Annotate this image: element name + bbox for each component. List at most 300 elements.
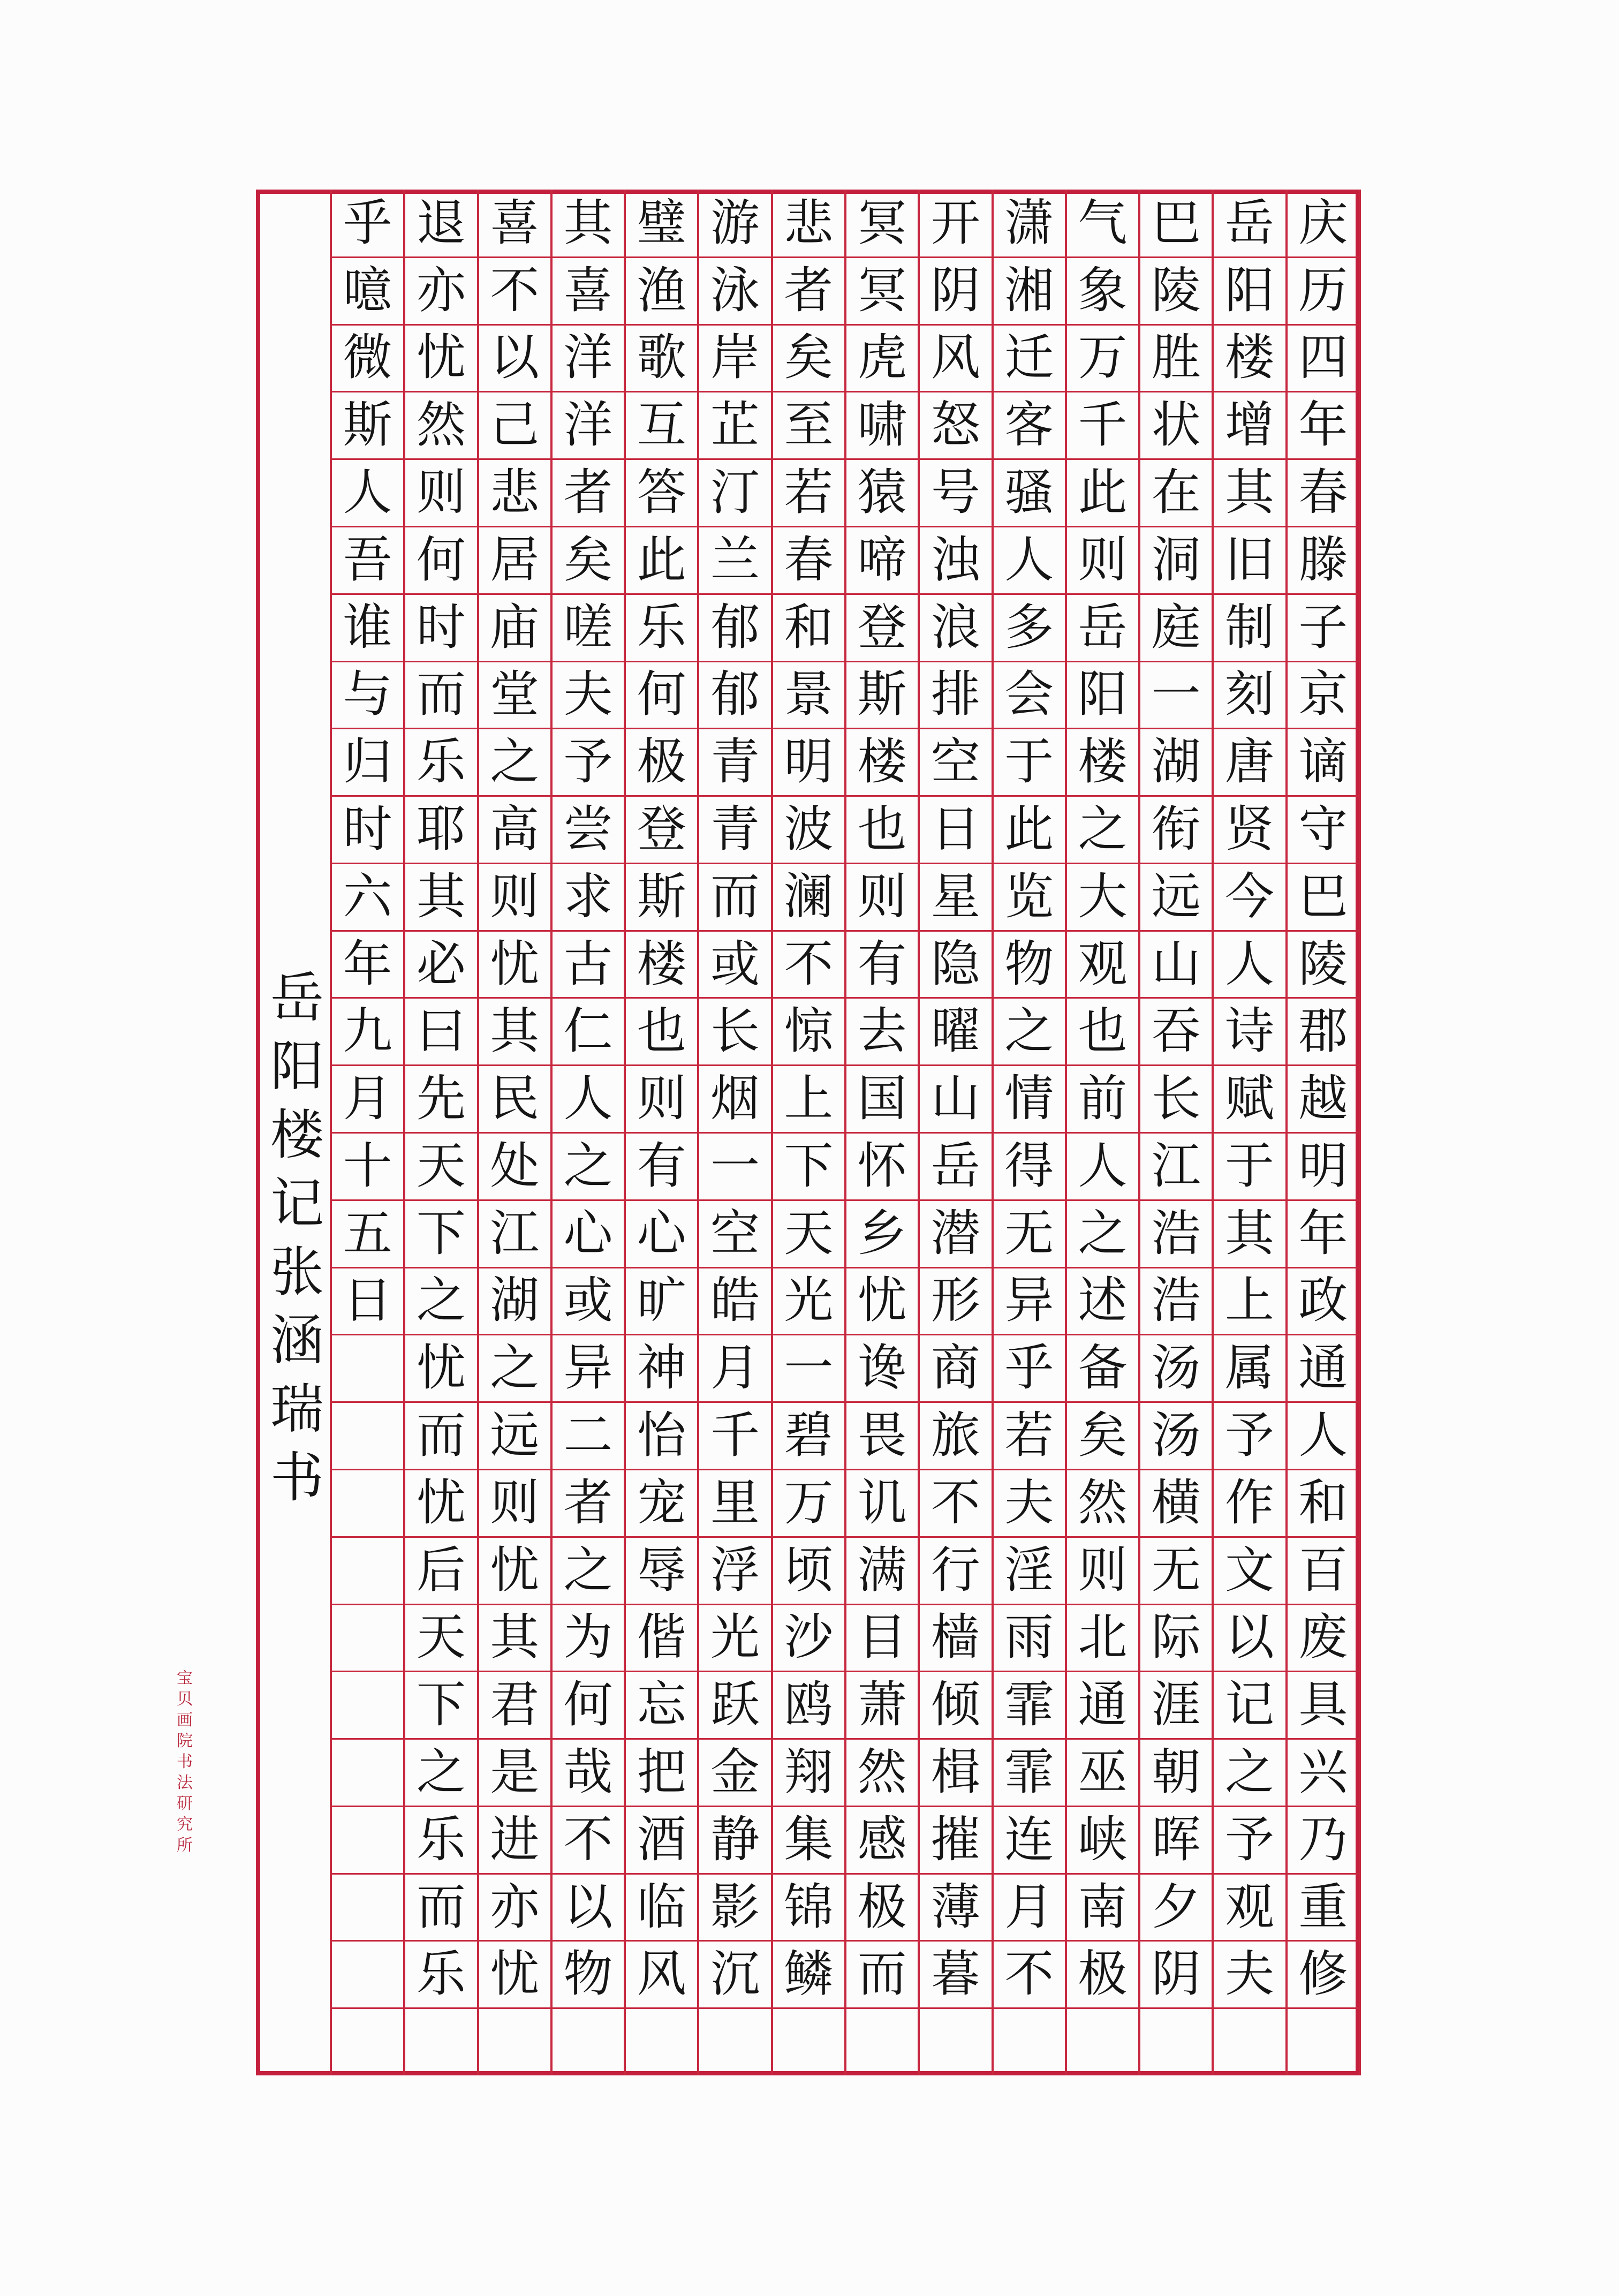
text-character: 春	[784, 531, 834, 588]
seal-character: 所	[177, 1836, 193, 1855]
grid-horizontal-line	[331, 526, 1360, 527]
text-character: 风	[637, 1945, 686, 2003]
text-character: 尝	[563, 800, 613, 858]
text-character: 政	[1298, 1272, 1348, 1330]
text-character: 骚	[1004, 464, 1054, 522]
text-character: 潜	[930, 1204, 980, 1262]
text-character: 重	[1298, 1878, 1348, 1936]
text-character: 忧	[490, 1541, 540, 1599]
text-character: 多	[1004, 598, 1054, 656]
text-character: 春	[1298, 464, 1348, 522]
text-character: 物	[563, 1945, 613, 2003]
grid-horizontal-line	[331, 1334, 1360, 1335]
text-character: 行	[930, 1541, 980, 1599]
text-character: 其	[490, 1608, 540, 1666]
text-character: 之	[1004, 1002, 1054, 1060]
text-character: 若	[784, 464, 834, 522]
grid-horizontal-line	[331, 1536, 1360, 1538]
text-character: 金	[710, 1743, 760, 1801]
text-character: 隐	[930, 935, 980, 993]
text-character: 不	[784, 935, 834, 993]
text-character: 十	[343, 1137, 392, 1195]
text-character: 观	[1225, 1878, 1275, 1936]
text-character: 岳	[930, 1137, 980, 1195]
text-character: 则	[416, 464, 466, 522]
text-character: 庆	[1298, 194, 1348, 252]
text-character: 备	[1078, 1339, 1128, 1397]
text-character: 锦	[784, 1878, 834, 1936]
text-character: 感	[857, 1810, 907, 1868]
text-character: 阳	[1225, 261, 1275, 319]
text-character: 则	[857, 867, 907, 925]
text-character: 偕	[637, 1608, 686, 1666]
text-character: 何	[637, 666, 686, 723]
text-character: 旷	[637, 1272, 686, 1330]
text-character: 时	[343, 800, 392, 858]
text-character: 滕	[1298, 531, 1348, 588]
text-character: 跃	[710, 1676, 760, 1734]
grid-horizontal-line	[331, 391, 1360, 392]
text-character: 废	[1298, 1608, 1348, 1666]
text-character: 月	[1004, 1878, 1054, 1936]
text-character: 仁	[563, 1002, 613, 1060]
text-character: 排	[930, 666, 980, 723]
text-character: 六	[343, 867, 392, 925]
text-character: 日	[343, 1272, 392, 1330]
text-character: 得	[1004, 1137, 1054, 1195]
signature-column	[268, 964, 327, 1512]
text-character: 述	[1078, 1272, 1128, 1330]
text-character: 答	[637, 464, 686, 522]
text-character: 或	[563, 1272, 613, 1330]
text-character: 己	[490, 396, 540, 454]
grid-horizontal-line	[331, 863, 1360, 864]
text-character: 高	[490, 800, 540, 858]
text-character: 楫	[930, 1743, 980, 1801]
text-character: 长	[710, 1002, 760, 1060]
text-character: 和	[1298, 1474, 1348, 1531]
text-character: 一	[784, 1339, 834, 1397]
text-character: 酒	[637, 1810, 686, 1868]
text-character: 于	[1004, 733, 1054, 791]
text-character: 畏	[857, 1407, 907, 1464]
signature-character: 记	[270, 1172, 324, 1235]
text-character: 制	[1225, 598, 1275, 656]
grid-horizontal-line	[331, 1199, 1360, 1201]
character-grid	[331, 190, 1360, 2075]
text-character: 心	[637, 1204, 686, 1262]
text-character: 然	[416, 396, 466, 454]
text-character: 吞	[1151, 1002, 1201, 1060]
text-character: 淫	[1004, 1541, 1054, 1599]
text-character: 则	[1078, 1541, 1128, 1599]
text-character: 则	[490, 867, 540, 925]
signature-character: 张	[270, 1241, 324, 1303]
text-character: 曜	[930, 1002, 980, 1060]
text-character: 属	[1225, 1339, 1275, 1397]
signature-character: 岳	[270, 966, 324, 1029]
text-character: 年	[1298, 396, 1348, 454]
text-character: 年	[1298, 1204, 1348, 1262]
text-character: 文	[1225, 1541, 1275, 1599]
grid-horizontal-line	[331, 256, 1360, 258]
text-character: 青	[710, 733, 760, 791]
text-character: 顷	[784, 1541, 834, 1599]
text-character: 歌	[637, 329, 686, 387]
text-character: 谁	[343, 598, 392, 656]
text-character: 处	[490, 1137, 540, 1195]
text-character: 状	[1151, 396, 1201, 454]
text-character: 不	[563, 1810, 613, 1868]
text-character: 喜	[490, 194, 540, 252]
text-character: 郁	[710, 598, 760, 656]
text-character: 而	[857, 1945, 907, 2003]
text-character: 古	[563, 935, 613, 993]
text-character: 互	[637, 396, 686, 454]
text-character: 啼	[857, 531, 907, 588]
text-character: 人	[1298, 1407, 1348, 1464]
text-character: 萧	[857, 1676, 907, 1734]
text-character: 啸	[857, 396, 907, 454]
text-character: 居	[490, 531, 540, 588]
text-character: 岳	[1225, 194, 1275, 252]
text-character: 湖	[490, 1272, 540, 1330]
text-character: 庙	[490, 598, 540, 656]
text-character: 星	[930, 867, 980, 925]
text-character: 民	[490, 1070, 540, 1128]
text-character: 之	[1078, 1204, 1128, 1262]
text-character: 以	[490, 329, 540, 387]
text-character: 斯	[857, 666, 907, 723]
text-character: 空	[710, 1204, 760, 1262]
text-character: 乐	[416, 1945, 466, 2003]
text-character: 冥	[857, 194, 907, 252]
text-character: 象	[1078, 261, 1128, 319]
text-character: 号	[930, 464, 980, 522]
text-character: 登	[637, 800, 686, 858]
text-character: 江	[490, 1204, 540, 1262]
text-character: 有	[857, 935, 907, 993]
seal-character: 贝	[177, 1690, 193, 1709]
text-character: 进	[490, 1810, 540, 1868]
grid-horizontal-line	[331, 1873, 1360, 1875]
text-character: 浩	[1151, 1204, 1201, 1262]
text-character: 集	[784, 1810, 834, 1868]
text-character: 浪	[930, 598, 980, 656]
text-character: 归	[343, 733, 392, 791]
text-character: 明	[1298, 1137, 1348, 1195]
text-character: 洋	[563, 396, 613, 454]
text-character: 耶	[416, 800, 466, 858]
text-character: 历	[1298, 261, 1348, 319]
text-character: 上	[784, 1070, 834, 1128]
text-character: 衔	[1151, 800, 1201, 858]
text-character: 予	[1225, 1407, 1275, 1464]
text-character: 连	[1004, 1810, 1054, 1868]
text-character: 守	[1298, 800, 1348, 858]
text-character: 沉	[710, 1945, 760, 2003]
text-character: 千	[710, 1407, 760, 1464]
text-character: 百	[1298, 1541, 1348, 1599]
seal-character: 研	[177, 1794, 193, 1813]
text-character: 乎	[1004, 1339, 1054, 1397]
text-character: 之	[490, 733, 540, 791]
text-character: 湖	[1151, 733, 1201, 791]
text-character: 忧	[416, 329, 466, 387]
text-character: 景	[784, 666, 834, 723]
text-character: 异	[563, 1339, 613, 1397]
grid-horizontal-line	[331, 2007, 1360, 2009]
grid-horizontal-line	[331, 661, 1360, 662]
text-character: 樯	[930, 1608, 980, 1666]
text-character: 矣	[563, 531, 613, 588]
text-character: 鳞	[784, 1945, 834, 2003]
text-character: 渔	[637, 261, 686, 319]
text-character: 哉	[563, 1743, 613, 1801]
text-character: 通	[1078, 1676, 1128, 1734]
text-character: 退	[416, 194, 466, 252]
text-character: 亦	[416, 261, 466, 319]
text-character: 神	[637, 1339, 686, 1397]
text-character: 唐	[1225, 733, 1275, 791]
text-character: 山	[1151, 935, 1201, 993]
text-character: 翔	[784, 1743, 834, 1801]
text-character: 作	[1225, 1474, 1275, 1531]
text-character: 至	[784, 396, 834, 454]
text-character: 阴	[930, 261, 980, 319]
text-character: 长	[1151, 1070, 1201, 1128]
text-character: 极	[857, 1878, 907, 1936]
text-character: 微	[343, 329, 392, 387]
text-character: 人	[343, 464, 392, 522]
text-character: 其	[490, 1002, 540, 1060]
text-character: 诗	[1225, 1002, 1275, 1060]
text-character: 天	[784, 1204, 834, 1262]
text-character: 忧	[857, 1272, 907, 1330]
text-character: 霏	[1004, 1743, 1054, 1801]
text-character: 峡	[1078, 1810, 1128, 1868]
text-character: 登	[857, 598, 907, 656]
text-character: 之	[1225, 1743, 1275, 1801]
text-character: 极	[1078, 1945, 1128, 2003]
text-character: 潇	[1004, 194, 1054, 252]
text-character: 楼	[637, 935, 686, 993]
text-character: 满	[857, 1541, 907, 1599]
text-character: 人	[1078, 1137, 1128, 1195]
text-character: 吾	[343, 531, 392, 588]
text-character: 观	[1078, 935, 1128, 993]
text-character: 赋	[1225, 1070, 1275, 1128]
text-character: 予	[563, 733, 613, 791]
text-character: 猿	[857, 464, 907, 522]
grid-horizontal-line	[331, 1738, 1360, 1740]
text-character: 把	[637, 1743, 686, 1801]
text-character: 浊	[930, 531, 980, 588]
text-character: 求	[563, 867, 613, 925]
text-character: 忧	[416, 1474, 466, 1531]
text-character: 兴	[1298, 1743, 1348, 1801]
text-character: 暮	[930, 1945, 980, 2003]
text-character: 汤	[1151, 1339, 1201, 1397]
text-character: 噫	[343, 261, 392, 319]
text-character: 璧	[637, 194, 686, 252]
text-character: 其	[416, 867, 466, 925]
text-character: 岳	[1078, 598, 1128, 656]
text-character: 怡	[637, 1407, 686, 1464]
text-character: 物	[1004, 935, 1054, 993]
text-character: 前	[1078, 1070, 1128, 1128]
seal-character: 法	[177, 1773, 193, 1792]
text-character: 极	[637, 733, 686, 791]
seal-character: 究	[177, 1815, 193, 1834]
text-character: 虎	[857, 329, 907, 387]
text-character: 汤	[1151, 1407, 1201, 1464]
text-character: 有	[637, 1137, 686, 1195]
text-character: 摧	[930, 1810, 980, 1868]
text-character: 修	[1298, 1945, 1348, 2003]
studio-seal-text	[171, 1668, 198, 1856]
text-character: 此	[1078, 464, 1128, 522]
text-character: 夕	[1151, 1878, 1201, 1936]
text-character: 迁	[1004, 329, 1054, 387]
text-character: 岸	[710, 329, 760, 387]
text-character: 九	[343, 1002, 392, 1060]
text-character: 沙	[784, 1608, 834, 1666]
text-character: 夫	[1225, 1945, 1275, 2003]
text-character: 月	[710, 1339, 760, 1397]
text-character: 郁	[710, 666, 760, 723]
text-character: 北	[1078, 1608, 1128, 1666]
text-character: 后	[416, 1541, 466, 1599]
text-character: 月	[343, 1070, 392, 1128]
text-character: 碧	[784, 1407, 834, 1464]
text-character: 予	[1225, 1810, 1275, 1868]
text-character: 悲	[490, 464, 540, 522]
grid-horizontal-line	[331, 593, 1360, 595]
text-character: 千	[1078, 396, 1128, 454]
text-character: 君	[490, 1676, 540, 1734]
text-character: 斯	[343, 396, 392, 454]
text-character: 鸥	[784, 1676, 834, 1734]
text-character: 忧	[416, 1339, 466, 1397]
text-character: 辱	[637, 1541, 686, 1599]
signature-character: 楼	[270, 1104, 324, 1166]
text-character: 不	[490, 261, 540, 319]
text-character: 下	[416, 1676, 466, 1734]
text-character: 客	[1004, 396, 1054, 454]
text-character: 无	[1151, 1541, 1201, 1599]
grid-horizontal-line	[331, 1806, 1360, 1807]
text-character: 乐	[637, 598, 686, 656]
text-character: 洋	[563, 329, 613, 387]
text-character: 之	[490, 1339, 540, 1397]
text-character: 日	[930, 800, 980, 858]
text-character: 横	[1151, 1474, 1201, 1531]
text-character: 去	[857, 1002, 907, 1060]
text-character: 波	[784, 800, 834, 858]
text-character: 浩	[1151, 1272, 1201, 1330]
grid-horizontal-line	[331, 795, 1360, 797]
grid-horizontal-line	[331, 728, 1360, 729]
text-character: 江	[1151, 1137, 1201, 1195]
text-character: 陵	[1151, 261, 1201, 319]
text-character: 此	[637, 531, 686, 588]
text-character: 静	[710, 1810, 760, 1868]
seal-character: 宝	[177, 1669, 193, 1688]
text-character: 曰	[416, 1002, 466, 1060]
text-character: 京	[1298, 666, 1348, 723]
text-character: 嗟	[563, 598, 613, 656]
text-character: 夫	[1004, 1474, 1054, 1531]
text-character: 风	[930, 329, 980, 387]
text-character: 在	[1151, 464, 1201, 522]
text-character: 巴	[1298, 867, 1348, 925]
seal-character: 画	[177, 1711, 193, 1729]
text-character: 汀	[710, 464, 760, 522]
text-character: 者	[563, 464, 613, 522]
grid-horizontal-line	[331, 1064, 1360, 1066]
text-character: 乐	[416, 1810, 466, 1868]
text-character: 一	[1151, 666, 1201, 723]
text-character: 以	[563, 1878, 613, 1936]
grid-horizontal-line	[331, 1132, 1360, 1134]
text-character: 然	[857, 1743, 907, 1801]
text-character: 楼	[1078, 733, 1128, 791]
text-character: 也	[1078, 1002, 1128, 1060]
text-character: 年	[343, 935, 392, 993]
text-character: 无	[1004, 1204, 1054, 1262]
text-character: 大	[1078, 867, 1128, 925]
grid-horizontal-line	[331, 458, 1360, 460]
text-character: 倾	[930, 1676, 980, 1734]
text-character: 乃	[1298, 1810, 1348, 1868]
text-character: 霏	[1004, 1676, 1054, 1734]
text-character: 之	[416, 1743, 466, 1801]
text-character: 其	[1225, 1204, 1275, 1262]
text-character: 四	[1298, 329, 1348, 387]
text-character: 二	[563, 1407, 613, 1464]
text-character: 巫	[1078, 1743, 1128, 1801]
text-character: 与	[343, 666, 392, 723]
text-character: 人	[1225, 935, 1275, 993]
text-character: 而	[710, 867, 760, 925]
text-character: 谗	[857, 1339, 907, 1397]
text-character: 忧	[490, 1945, 540, 2003]
text-character: 开	[930, 194, 980, 252]
text-character: 讥	[857, 1474, 907, 1531]
text-character: 喜	[563, 261, 613, 319]
text-character: 其	[1225, 464, 1275, 522]
text-character: 陵	[1298, 935, 1348, 993]
text-character: 惊	[784, 1002, 834, 1060]
text-character: 夫	[563, 666, 613, 723]
text-character: 也	[857, 800, 907, 858]
text-character: 时	[416, 598, 466, 656]
text-character: 和	[784, 598, 834, 656]
text-character: 先	[416, 1070, 466, 1128]
text-character: 乐	[416, 733, 466, 791]
text-character: 悲	[784, 194, 834, 252]
text-character: 远	[490, 1407, 540, 1464]
text-character: 之	[563, 1541, 613, 1599]
text-character: 乡	[857, 1204, 907, 1262]
signature-character: 书	[270, 1446, 324, 1509]
text-character: 下	[784, 1137, 834, 1195]
text-character: 堂	[490, 666, 540, 723]
text-character: 洞	[1151, 531, 1201, 588]
text-character: 越	[1298, 1070, 1348, 1128]
text-character: 具	[1298, 1676, 1348, 1734]
